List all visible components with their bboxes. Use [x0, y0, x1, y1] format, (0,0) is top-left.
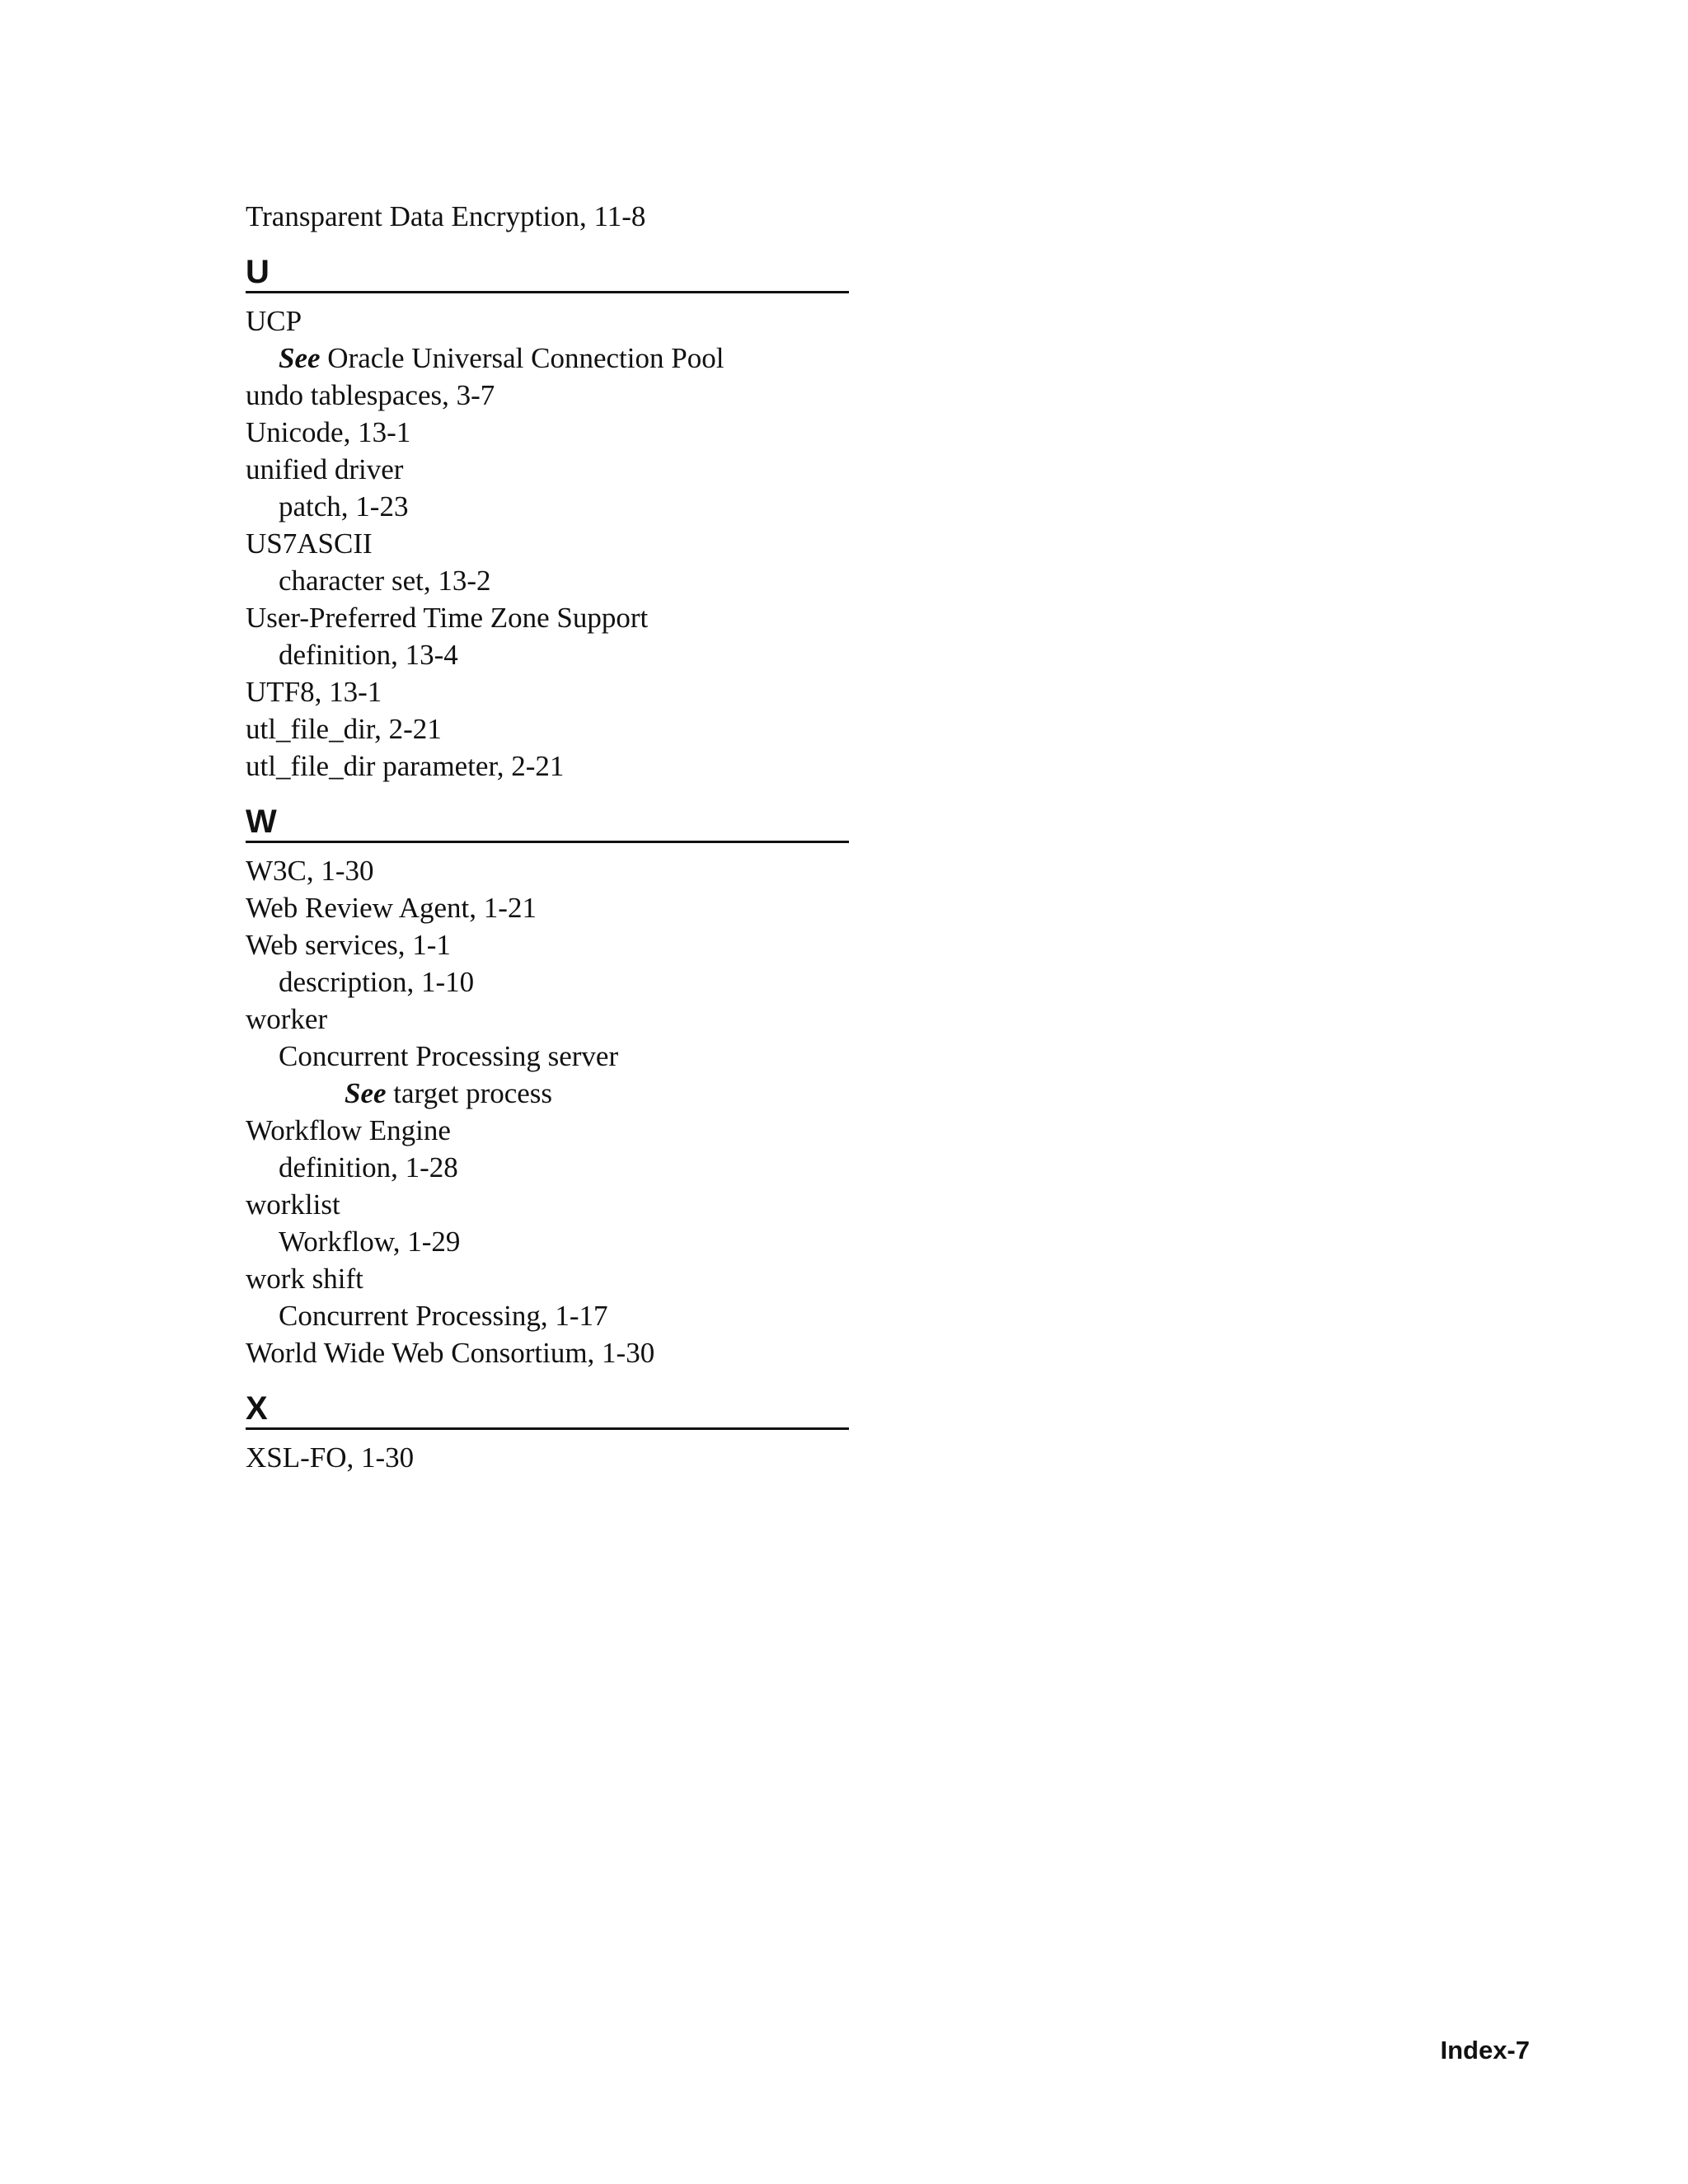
section-letter-heading: W — [246, 803, 849, 843]
index-entry: utl_file_dir parameter, 2-21 — [246, 750, 565, 782]
index-entry: work shift — [246, 1263, 363, 1295]
index-subentry: Concurrent Processing server — [279, 1040, 619, 1072]
index-entry: Unicode, 13-1 — [246, 416, 411, 448]
index-entry: Transparent Data Encryption, 11-8 — [246, 200, 646, 232]
index-see-reference: See Oracle Universal Connection Pool — [279, 342, 724, 374]
index-entry: W3C, 1-30 — [246, 855, 374, 887]
index-subentry: character set, 13-2 — [279, 565, 491, 597]
index-entry: undo tablespaces, 3-7 — [246, 379, 495, 411]
index-entry: Web Review Agent, 1-21 — [246, 892, 537, 924]
index-entry: UTF8, 13-1 — [246, 676, 382, 708]
index-section-x — [246, 1390, 849, 1476]
index-entry: UCP — [246, 305, 302, 337]
index-entry: Web services, 1-1 — [246, 929, 451, 961]
index-entry: World Wide Web Consortium, 1-30 — [246, 1337, 655, 1369]
index-entry: Workflow Engine — [246, 1114, 451, 1146]
index-entry: US7ASCII — [246, 527, 373, 560]
index-subentry: description, 1-10 — [279, 966, 475, 998]
index-section-w — [246, 803, 849, 1371]
index-subentry: definition, 1-28 — [279, 1151, 458, 1183]
index-entry: unified driver — [246, 453, 404, 485]
see-keyword: See — [279, 342, 321, 374]
index-entry: utl_file_dir, 2-21 — [246, 713, 442, 745]
index-subentry: Workflow, 1-29 — [279, 1226, 461, 1258]
see-keyword: See — [345, 1077, 387, 1109]
section-letter-heading: X — [246, 1390, 849, 1430]
lead-entries — [246, 198, 849, 235]
index-entry: XSL-FO, 1-30 — [246, 1441, 415, 1474]
index-see-reference: See target process — [345, 1077, 553, 1109]
index-subentry: patch, 1-23 — [279, 490, 409, 523]
section-letter-heading: U — [246, 253, 849, 293]
index-section-u — [246, 253, 849, 785]
index-entry: worker — [246, 1003, 328, 1035]
page-number: Index-7 — [1440, 2036, 1530, 2064]
index-entry: User-Preferred Time Zone Support — [246, 602, 649, 634]
index-subentry: Concurrent Processing, 1-17 — [279, 1300, 608, 1332]
index-entry: worklist — [246, 1188, 340, 1221]
index-column — [246, 198, 849, 1476]
index-subentry: definition, 13-4 — [279, 639, 458, 671]
